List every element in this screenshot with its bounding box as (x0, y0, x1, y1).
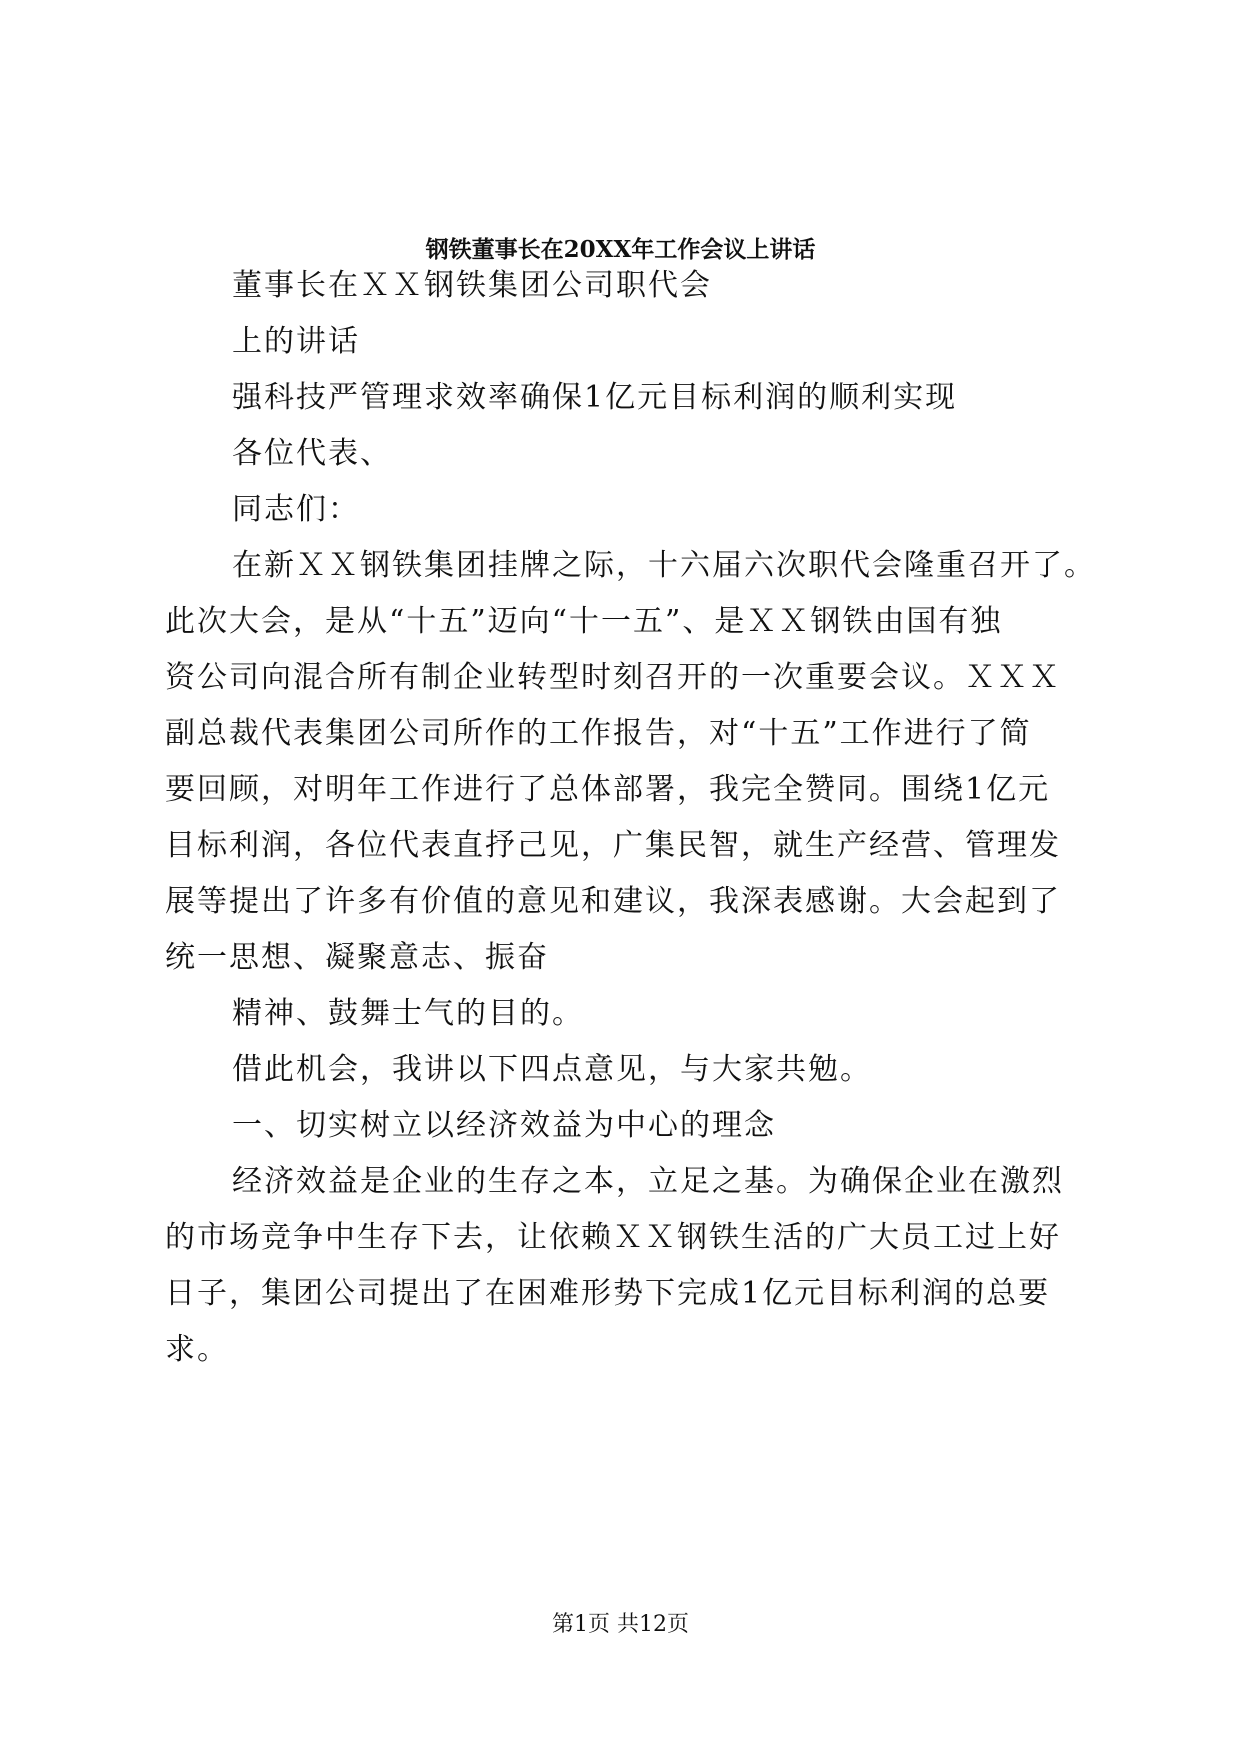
paragraph-line: 要回顾，对明年工作进行了总体部署，我完全赞同。围绕1亿元 (165, 772, 1051, 807)
paragraph-line: 精神、鼓舞士气的目的。 (232, 996, 584, 1031)
subtitle-line-2: 上的讲话 (232, 324, 360, 359)
document-title: 钢铁董事长在20XX年工作会议上讲话 (425, 236, 816, 263)
paragraph-line: 在新ＸＸ钢铁集团挂牌之际，十六届六次职代会隆重召开了。 (232, 548, 1096, 583)
paragraph-line: 资公司向混合所有制企业转型时刻召开的一次重要会议。ＸＸＸ (165, 660, 1061, 695)
paragraph-line: 求。 (165, 1332, 229, 1367)
paragraph-line: 副总裁代表集团公司所作的工作报告，对“十五”工作进行了简 (165, 716, 1032, 751)
salutation-line-2: 同志们： (232, 492, 360, 527)
headline-line: 强科技严管理求效率确保1亿元目标利润的顺利实现 (232, 380, 958, 415)
paragraph-line: 此次大会，是从“十五”迈向“十一五”、是ＸＸ钢铁由国有独 (165, 604, 1003, 639)
paragraph-line: 的市场竞争中生存下去，让依赖ＸＸ钢铁生活的广大员工过上好 (165, 1220, 1061, 1255)
paragraph-line: 统一思想、凝聚意志、振奋 (165, 940, 549, 975)
paragraph-line: 经济效益是企业的生存之本，立足之基。为确保企业在激烈 (232, 1164, 1064, 1199)
page-footer: 第1页 共12页 (552, 1612, 689, 1637)
salutation-line-1: 各位代表、 (232, 436, 392, 471)
paragraph-line: 日子，集团公司提出了在困难形势下完成1亿元目标利润的总要 (165, 1276, 1051, 1311)
section-heading: 一、切实树立以经济效益为中心的理念 (232, 1108, 776, 1143)
paragraph-line: 借此机会，我讲以下四点意见，与大家共勉。 (232, 1052, 872, 1087)
subtitle-line-1: 董事长在ＸＸ钢铁集团公司职代会 (232, 268, 712, 303)
paragraph-line: 目标利润，各位代表直抒己见，广集民智，就生产经营、管理发 (165, 828, 1061, 863)
paragraph-line: 展等提出了许多有价值的意见和建议，我深表感谢。大会起到了 (165, 884, 1061, 919)
